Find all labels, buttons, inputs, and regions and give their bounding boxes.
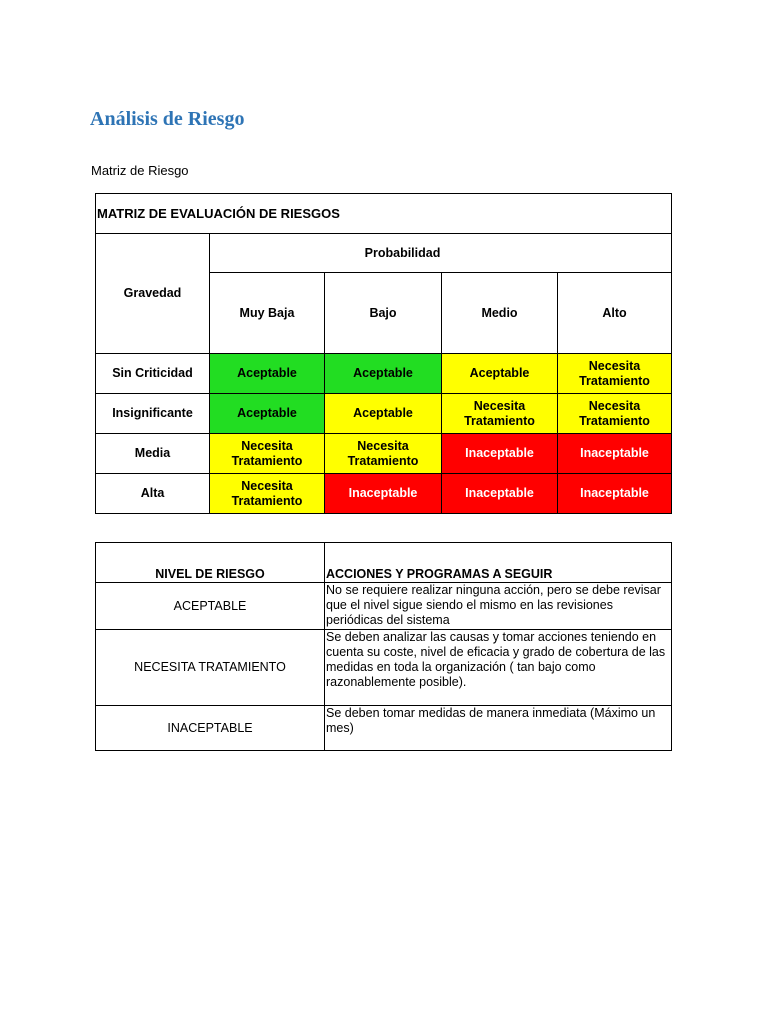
col-header-alto: Alto	[558, 273, 672, 354]
matrix-cell: Inaceptable	[442, 474, 558, 514]
matrix-cell: Aceptable	[210, 394, 325, 434]
actions-header: ACCIONES Y PROGRAMAS A SEGUIR	[325, 543, 672, 583]
level-header: NIVEL DE RIESGO	[96, 543, 325, 583]
action-cell: Se deben analizar las causas y tomar acciones teniendo en cuenta su coste, nivel de eficacia y grado de cobertura de las medidas en toda la organización ( tan bajo como razonablemente posible).	[325, 630, 672, 706]
col-header-bajo: Bajo	[325, 273, 442, 354]
row-header: Insignificante	[96, 394, 210, 434]
probabilidad-header	[210, 234, 672, 273]
matrix-cell: Necesita Tratamiento	[210, 474, 325, 514]
level-cell: INACEPTABLE	[96, 706, 325, 751]
risk-matrix-table	[95, 193, 672, 514]
probabilidad-label: Probabilidad	[364, 245, 441, 260]
matrix-cell: Inaceptable	[558, 434, 672, 474]
matrix-title: MATRIZ DE EVALUACIÓN DE RIESGOS	[96, 194, 672, 234]
row-header: Alta	[96, 474, 210, 514]
matrix-cell: Aceptable	[442, 354, 558, 394]
level-cell: ACEPTABLE	[96, 583, 325, 630]
level-cell: NECESITA TRATAMIENTO	[96, 630, 325, 706]
gravedad-header: Gravedad	[96, 234, 210, 354]
row-header: Media	[96, 434, 210, 474]
table-row	[96, 630, 672, 706]
matrix-cell: Inaceptable	[558, 474, 672, 514]
matrix-cell: Aceptable	[325, 394, 442, 434]
matrix-cell: Necesita Tratamiento	[325, 434, 442, 474]
action-cell: No se requiere realizar ninguna acción, pero se debe revisar que el nivel sigue siendo el mismo en las revisiones periódicas del sistema	[325, 583, 672, 630]
matrix-cell: Necesita Tratamiento	[558, 354, 672, 394]
matrix-row-alta	[96, 474, 672, 514]
matrix-cell: Necesita Tratamiento	[210, 434, 325, 474]
table-row	[96, 706, 672, 751]
matrix-cell: Inaceptable	[442, 434, 558, 474]
row-header: Sin Criticidad	[96, 354, 210, 394]
matrix-cell: Aceptable	[325, 354, 442, 394]
table-row	[96, 583, 672, 630]
matrix-row-sin-criticidad	[96, 354, 672, 394]
risk-levels-table	[95, 542, 672, 751]
matrix-cell: Aceptable	[210, 354, 325, 394]
col-header-muy-baja: Muy Baja	[210, 273, 325, 354]
matrix-cell: Necesita Tratamiento	[442, 394, 558, 434]
page-title: Análisis de Riesgo	[90, 108, 245, 130]
matrix-row-insignificante	[96, 394, 672, 434]
section-subtitle: Matriz de Riesgo	[91, 163, 189, 178]
matrix-row-media	[96, 434, 672, 474]
matrix-cell: Inaceptable	[325, 474, 442, 514]
matrix-cell: Necesita Tratamiento	[558, 394, 672, 434]
action-cell: Se deben tomar medidas de manera inmediata (Máximo un mes)	[325, 706, 672, 751]
col-header-medio: Medio	[442, 273, 558, 354]
